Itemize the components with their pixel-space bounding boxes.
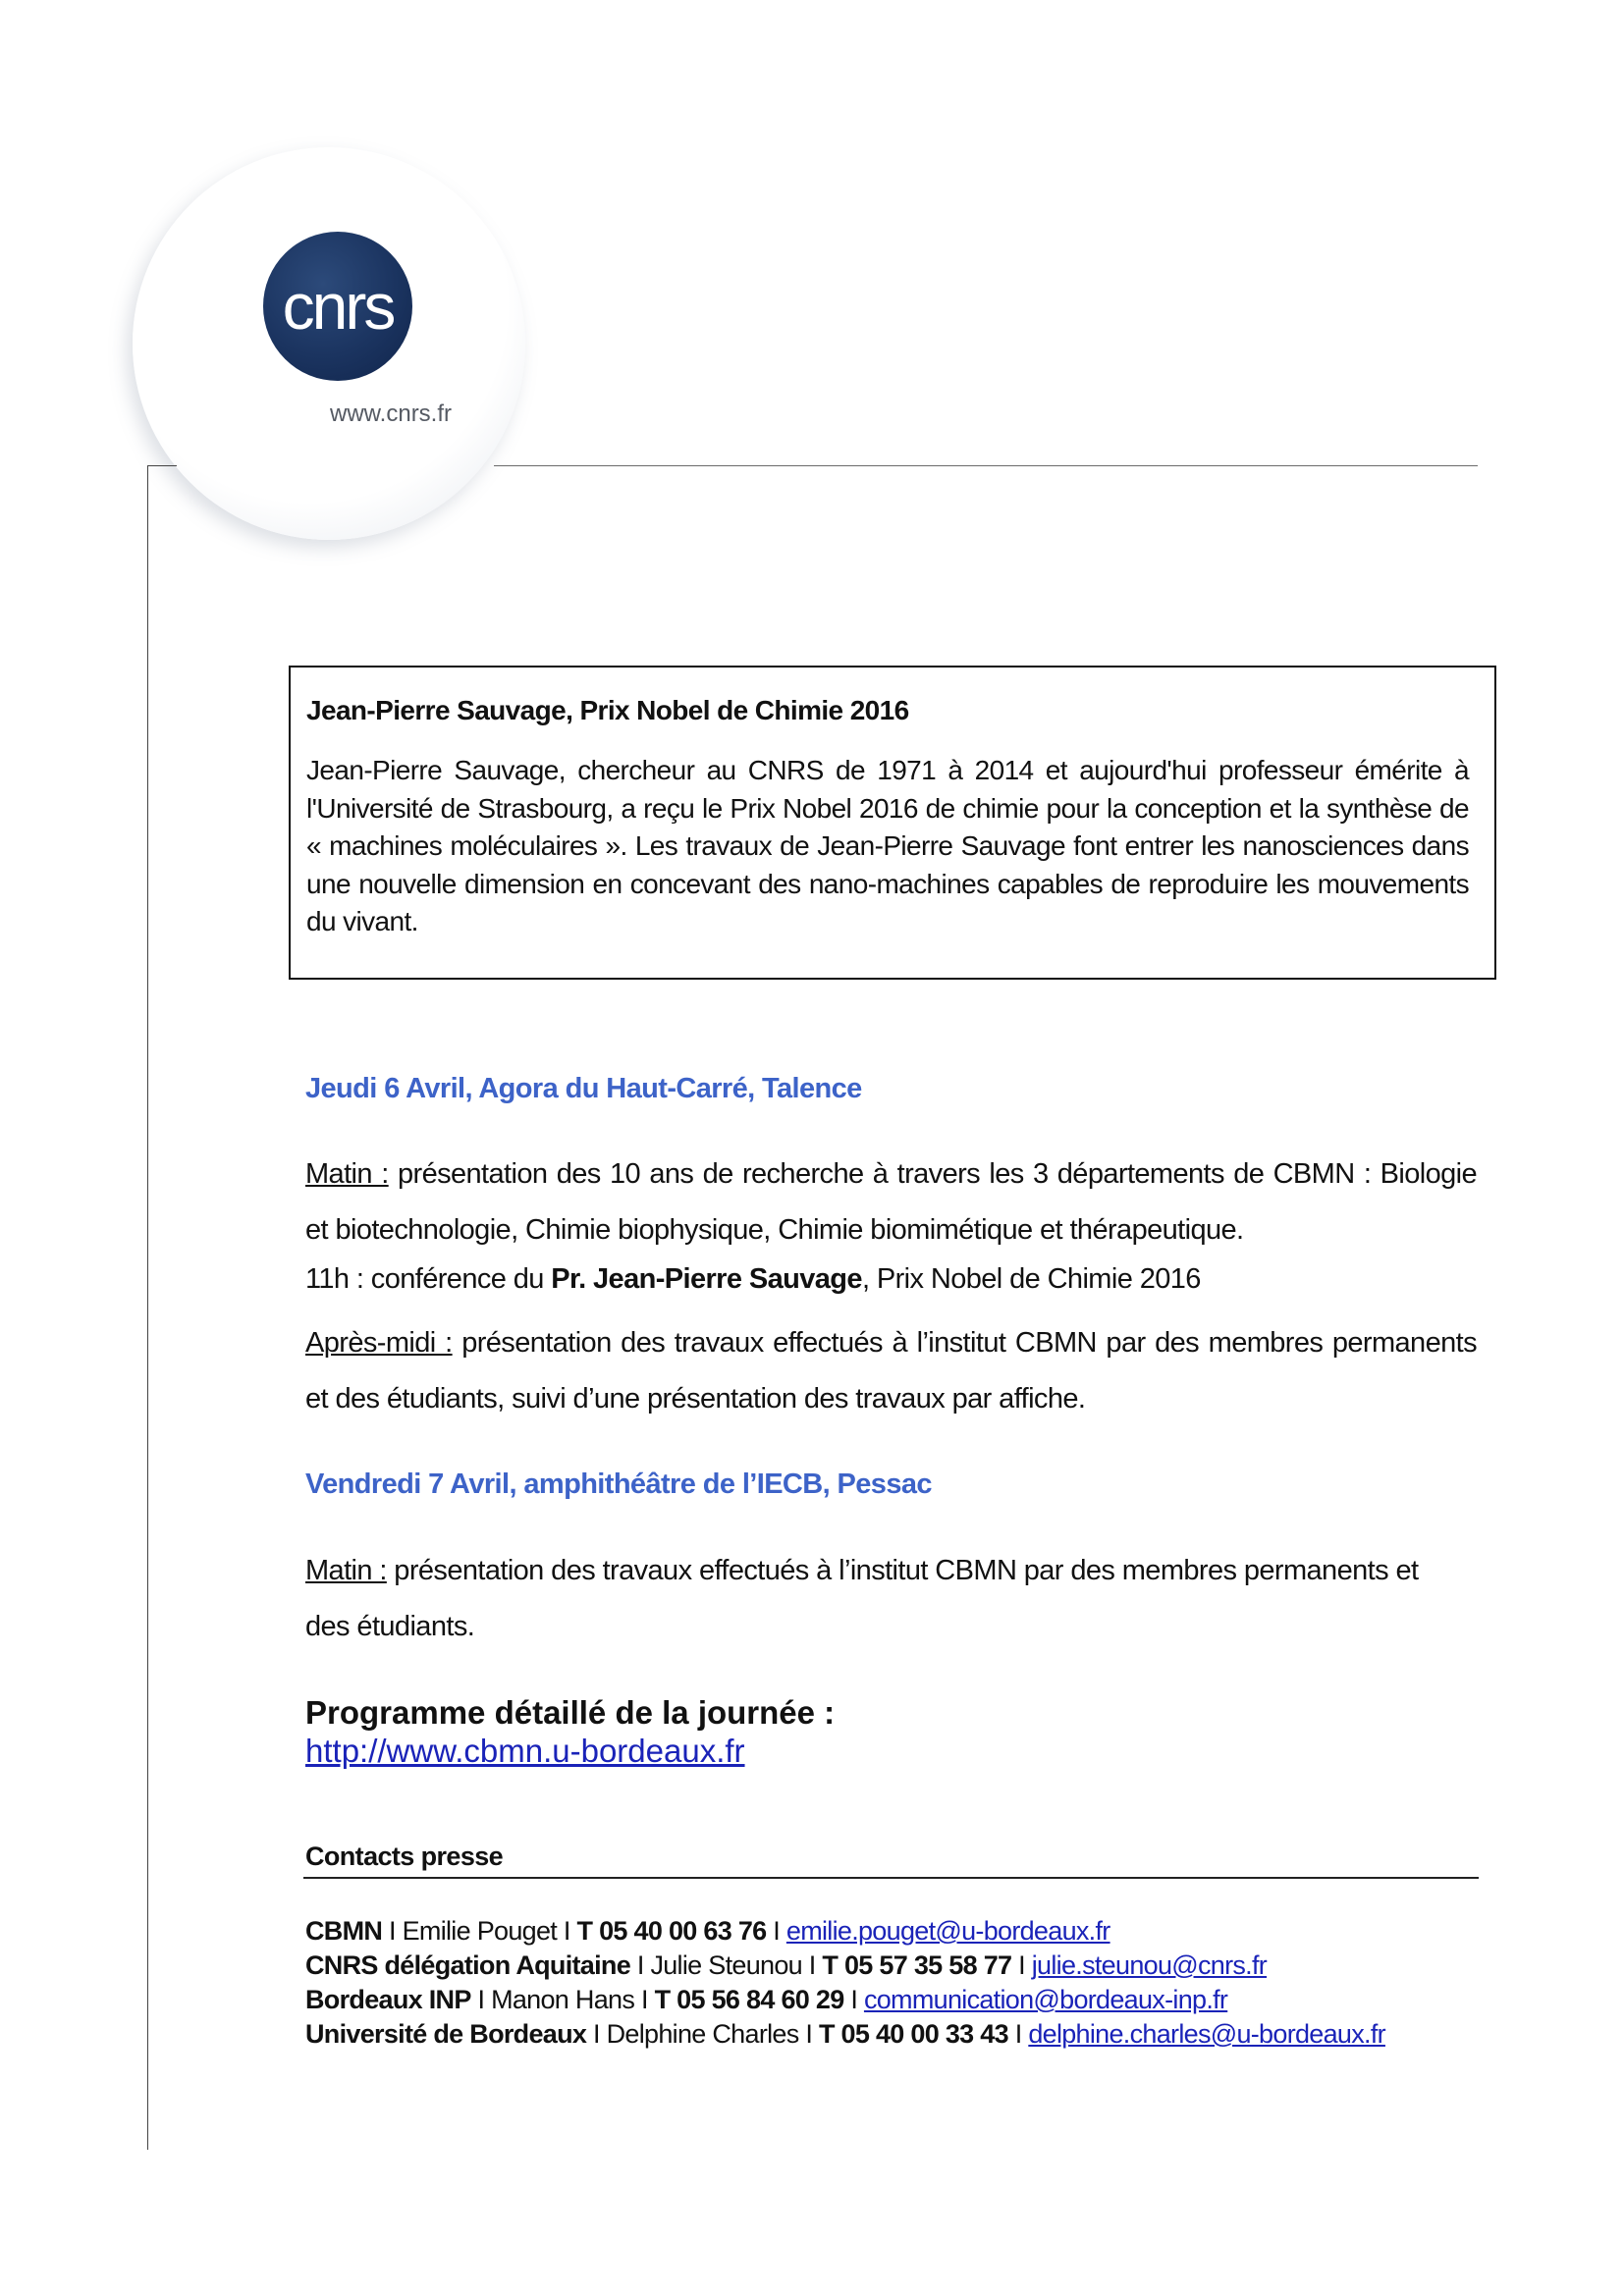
nobel-box-title: Jean-Pierre Sauvage, Prix Nobel de Chimie 2016 bbox=[306, 695, 909, 725]
contact-email-link[interactable]: delphine.charles@u-bordeaux.fr bbox=[1028, 2019, 1385, 2049]
contact-row bbox=[305, 1916, 1110, 1947]
contact-name: Manon Hans bbox=[491, 1985, 635, 2014]
day1-talk-suffix: , Prix Nobel de Chimie 2016 bbox=[861, 1263, 1201, 1295]
contact-separator: I bbox=[557, 1916, 577, 1946]
contact-email-link[interactable]: communication@bordeaux-inp.fr bbox=[863, 1985, 1228, 2014]
cnrs-logo bbox=[263, 232, 412, 381]
margin-rule bbox=[147, 465, 148, 2150]
contact-row bbox=[305, 1950, 1267, 1981]
contact-phone: T 05 40 00 63 76 bbox=[576, 1916, 767, 1946]
day1-morning-label: Matin : bbox=[305, 1158, 389, 1190]
day1-afternoon-text: présentation des travaux effectués à l’institut CBMN par des membres permanents et des étudiants, suivi d’une présentation des travaux par affiche. bbox=[305, 1327, 1478, 1415]
day2-morning-text: présentation des travaux effectués à l’institut CBMN par des membres permanents et des étudiants. bbox=[305, 1555, 1419, 1642]
contact-separator: I bbox=[382, 1916, 403, 1946]
contact-org: Université de Bordeaux bbox=[305, 2019, 587, 2049]
contact-name: Delphine Charles bbox=[606, 2019, 799, 2049]
contact-separator: I bbox=[630, 1950, 651, 1980]
day1-morning-text: présentation des 10 ans de recherche à travers les 3 départements de CBMN : Biologie et biotechnologie, Chimie biophysique, Chimie biomimétique et thérapeutique. bbox=[305, 1158, 1477, 1246]
contacts-rule bbox=[303, 1877, 1479, 1879]
contact-row bbox=[305, 1985, 1227, 2015]
contact-separator: I bbox=[798, 2019, 819, 2049]
contact-separator: I bbox=[634, 1985, 655, 2014]
contact-email-link[interactable]: emilie.pouget@u-bordeaux.fr bbox=[785, 1916, 1110, 1946]
nobel-box bbox=[289, 666, 1496, 980]
contact-email-link[interactable]: julie.steunou@cnrs.fr bbox=[1031, 1950, 1268, 1980]
day2-heading: Vendredi 7 Avril, amphithéâtre de l’IECB, Pessac bbox=[305, 1468, 932, 1500]
day1-talk-speaker: Pr. Jean-Pierre Sauvage bbox=[551, 1263, 862, 1295]
contact-name: Emilie Pouget bbox=[402, 1916, 558, 1946]
header-rule bbox=[494, 465, 1478, 466]
nobel-box-body: Jean-Pierre Sauvage, chercheur au CNRS de 1971 à 2014 et aujourd'hui professeur émérite à l'Université de Strasbourg, a reçu le Prix Nobel 2016 de chimie pour la conception et la synthèse de « machines moléculaires ». Les travaux de Jean-Pierre Sauvage font entrer les nanosciences dans une nouvelle dimension en concevant des nano-machines capables de reproduire les mouvements du vivant. bbox=[306, 755, 1469, 936]
contact-phone: T 05 56 84 60 29 bbox=[654, 1985, 844, 2014]
contact-org: Bordeaux INP bbox=[305, 1985, 471, 2014]
contact-phone: T 05 57 35 58 77 bbox=[822, 1950, 1012, 1980]
contact-phone: T 05 40 00 33 43 bbox=[818, 2019, 1008, 2049]
day1-talk-prefix: 11h : conférence du bbox=[305, 1263, 552, 1295]
day1-heading: Jeudi 6 Avril, Agora du Haut-Carré, Talence bbox=[305, 1073, 862, 1104]
day1-afternoon bbox=[305, 1315, 1477, 1427]
header-rule-left bbox=[147, 465, 177, 466]
contact-name: Julie Steunou bbox=[650, 1950, 802, 1980]
contact-separator: I bbox=[843, 1985, 864, 2014]
programme-title: Programme détaillé de la journée : bbox=[305, 1694, 836, 1731]
programme-link[interactable]: http://www.cbmn.u-bordeaux.fr bbox=[305, 1733, 745, 1769]
contact-separator: I bbox=[1011, 1950, 1032, 1980]
contact-separator: I bbox=[1007, 2019, 1029, 2049]
day2-morning bbox=[305, 1543, 1464, 1655]
day1-morning bbox=[305, 1147, 1477, 1258]
day1-afternoon-label: Après-midi : bbox=[305, 1327, 453, 1359]
contact-separator: I bbox=[801, 1950, 823, 1980]
contact-separator: I bbox=[586, 2019, 607, 2049]
contacts-title: Contacts presse bbox=[305, 1842, 504, 1871]
contact-row bbox=[305, 2019, 1385, 2050]
contact-separator: I bbox=[470, 1985, 492, 2014]
contact-org: CNRS délégation Aquitaine bbox=[305, 1950, 631, 1980]
cnrs-logo-text: cnrs bbox=[282, 270, 394, 343]
cnrs-website[interactable]: www.cnrs.fr bbox=[330, 400, 453, 427]
day1-talk bbox=[305, 1259, 1477, 1299]
day2-morning-label: Matin : bbox=[305, 1555, 387, 1586]
contact-org: CBMN bbox=[305, 1916, 383, 1946]
contact-separator: I bbox=[766, 1916, 786, 1946]
